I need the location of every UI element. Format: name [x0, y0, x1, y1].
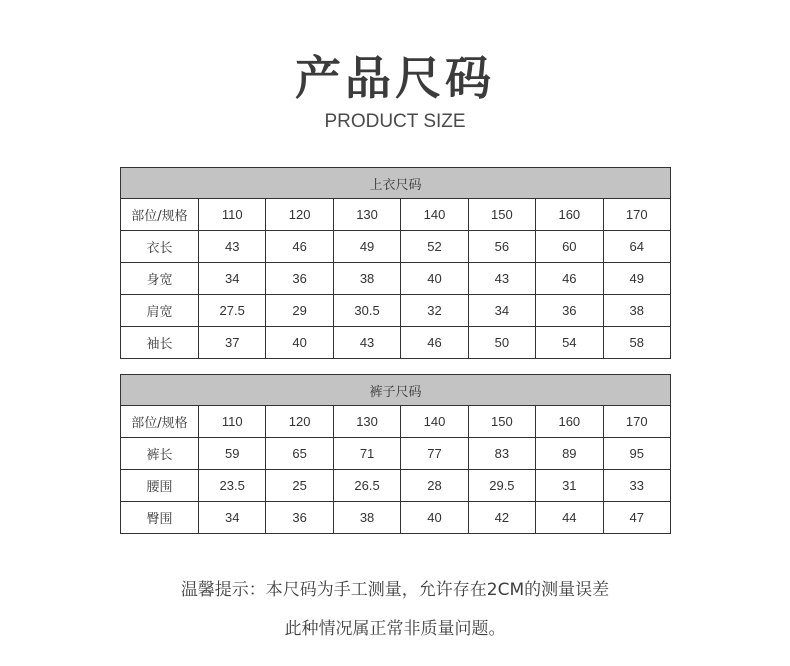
- table-cell: 23.5: [199, 470, 266, 502]
- table-cell: 59: [199, 438, 266, 470]
- table-cell: 29: [266, 295, 333, 327]
- table-header-row: [121, 406, 671, 438]
- table-row: [121, 502, 671, 534]
- row-label: 袖长: [121, 327, 199, 359]
- table-cell: 64: [603, 231, 670, 263]
- row-label: 裤长: [121, 438, 199, 470]
- measurement-note: 温馨提示：本尺码为手工测量，允许存在2CM的测量误差: [180, 580, 610, 600]
- table-cell: 40: [401, 263, 468, 295]
- table-cell: 29.5: [468, 470, 535, 502]
- pants-size-table: [120, 374, 671, 534]
- table-cell: 36: [536, 295, 603, 327]
- table-cell: 34: [199, 502, 266, 534]
- table-cell: 49: [603, 263, 670, 295]
- table-cell: 36: [266, 502, 333, 534]
- table-cell: 46: [266, 231, 333, 263]
- table-cell: 47: [603, 502, 670, 534]
- table-row: [121, 263, 671, 295]
- header-cell: 150: [468, 406, 535, 438]
- table-cell: 25: [266, 470, 333, 502]
- table-cell: 30.5: [333, 295, 400, 327]
- tops-table-heading: 上衣尺码: [121, 168, 671, 199]
- table-cell: 95: [603, 438, 670, 470]
- table-row: [121, 470, 671, 502]
- table-cell: 27.5: [199, 295, 266, 327]
- header-cell: 部位/规格: [121, 199, 199, 231]
- page-title: 产品尺码: [295, 51, 495, 105]
- table-cell: 60: [536, 231, 603, 263]
- header-cell: 170: [603, 199, 670, 231]
- header-cell: 130: [333, 406, 400, 438]
- table-cell: 52: [401, 231, 468, 263]
- header-cell: 150: [468, 199, 535, 231]
- table-row: [121, 231, 671, 263]
- table-cell: 38: [333, 502, 400, 534]
- header-cell: 120: [266, 199, 333, 231]
- table-cell: 46: [536, 263, 603, 295]
- table-cell: 38: [603, 295, 670, 327]
- header-cell: 170: [603, 406, 670, 438]
- header-cell: 140: [401, 406, 468, 438]
- table-row: [121, 327, 671, 359]
- table-cell: 26.5: [333, 470, 400, 502]
- row-label: 臀围: [121, 502, 199, 534]
- row-label: 腰围: [121, 470, 199, 502]
- page-subtitle: PRODUCT SIZE: [324, 111, 466, 132]
- table-cell: 28: [401, 470, 468, 502]
- table-cell: 32: [401, 295, 468, 327]
- table-heading-row: [121, 168, 671, 199]
- header-cell: 130: [333, 199, 400, 231]
- header-cell: 160: [536, 199, 603, 231]
- table-cell: 40: [266, 327, 333, 359]
- header-cell: 160: [536, 406, 603, 438]
- table-cell: 44: [536, 502, 603, 534]
- table-row: [121, 438, 671, 470]
- table-cell: 33: [603, 470, 670, 502]
- table-cell: 54: [536, 327, 603, 359]
- table-heading-row: [121, 375, 671, 406]
- table-header-row: [121, 199, 671, 231]
- table-cell: 38: [333, 263, 400, 295]
- row-label: 衣长: [121, 231, 199, 263]
- header-cell: 140: [401, 199, 468, 231]
- row-label: 肩宽: [121, 295, 199, 327]
- table-cell: 58: [603, 327, 670, 359]
- table-cell: 77: [401, 438, 468, 470]
- header-cell: 110: [199, 199, 266, 231]
- pants-table-heading: 裤子尺码: [121, 375, 671, 406]
- table-cell: 34: [199, 263, 266, 295]
- table-row: [121, 295, 671, 327]
- table-cell: 65: [266, 438, 333, 470]
- table-cell: 43: [333, 327, 400, 359]
- table-cell: 37: [199, 327, 266, 359]
- table-cell: 46: [401, 327, 468, 359]
- table-cell: 71: [333, 438, 400, 470]
- table-cell: 83: [468, 438, 535, 470]
- header-cell: 120: [266, 406, 333, 438]
- table-cell: 40: [401, 502, 468, 534]
- table-cell: 89: [536, 438, 603, 470]
- measurement-note-continued: 此种情况属正常非质量问题。: [284, 619, 506, 639]
- tops-size-table: [120, 167, 671, 359]
- table-cell: 34: [468, 295, 535, 327]
- table-cell: 42: [468, 502, 535, 534]
- table-cell: 49: [333, 231, 400, 263]
- header-cell: 110: [199, 406, 266, 438]
- table-cell: 50: [468, 327, 535, 359]
- table-cell: 56: [468, 231, 535, 263]
- row-label: 身宽: [121, 263, 199, 295]
- table-cell: 31: [536, 470, 603, 502]
- table-cell: 36: [266, 263, 333, 295]
- table-cell: 43: [199, 231, 266, 263]
- table-cell: 43: [468, 263, 535, 295]
- header-cell: 部位/规格: [121, 406, 199, 438]
